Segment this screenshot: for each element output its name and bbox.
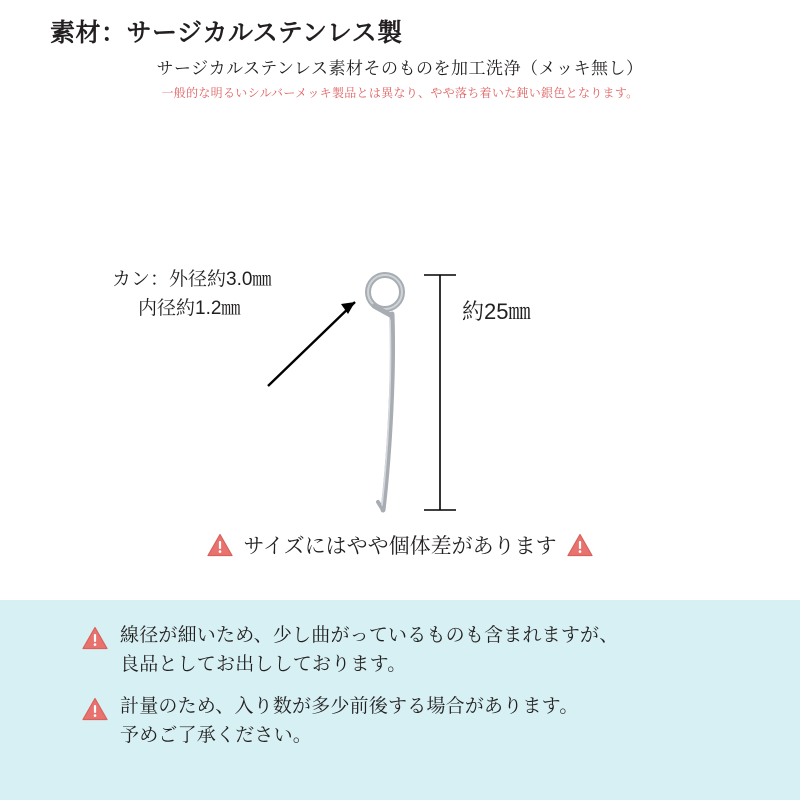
warning-triangle-icon	[82, 626, 108, 650]
size-warning-row	[0, 530, 800, 560]
header-subtitle: サージカルステンレス素材そのものを加工洗浄（メッキ無し）	[156, 59, 644, 78]
header-block	[0, 0, 800, 102]
size-warning-text: サイズにはやや個体差があります	[243, 535, 557, 558]
note-item	[0, 679, 800, 750]
ring-outer-diameter-text: カン：外径約3.0㎜	[112, 269, 272, 290]
warning-triangle-icon	[82, 697, 108, 721]
note-line: 線径が細いため、少し曲がっているものも含まれますが、	[120, 625, 619, 646]
pin-graphic	[368, 275, 402, 510]
note-line: 計量のため、入り数が多少前後する場合があります。	[120, 696, 579, 717]
warning-triangle-icon	[207, 533, 233, 557]
eye-pin-illustration	[0, 120, 800, 540]
note-line: 良品としてお出ししております。	[120, 653, 407, 675]
note-text	[120, 622, 618, 679]
ring-dimension-callout	[112, 265, 271, 324]
header-note: 一般的な明るいシルバーメッキ製品とは異なり、やや落ち着いた鈍い銀色となります。	[161, 86, 639, 101]
note-item	[0, 600, 800, 679]
ring-inner-diameter-text: 内径約1.2㎜	[138, 298, 241, 320]
illustration-area	[0, 120, 800, 540]
dimension-line-icon	[424, 275, 456, 510]
note-text	[120, 693, 579, 750]
note-line: 予めご了承ください。	[120, 724, 313, 746]
page-title: 素材：サージカルステンレス製	[50, 19, 403, 47]
length-dimension-label: 約25㎜	[462, 299, 531, 324]
warning-triangle-icon	[567, 533, 593, 557]
arrow-pointer-icon	[268, 302, 355, 386]
notes-panel	[0, 600, 800, 800]
